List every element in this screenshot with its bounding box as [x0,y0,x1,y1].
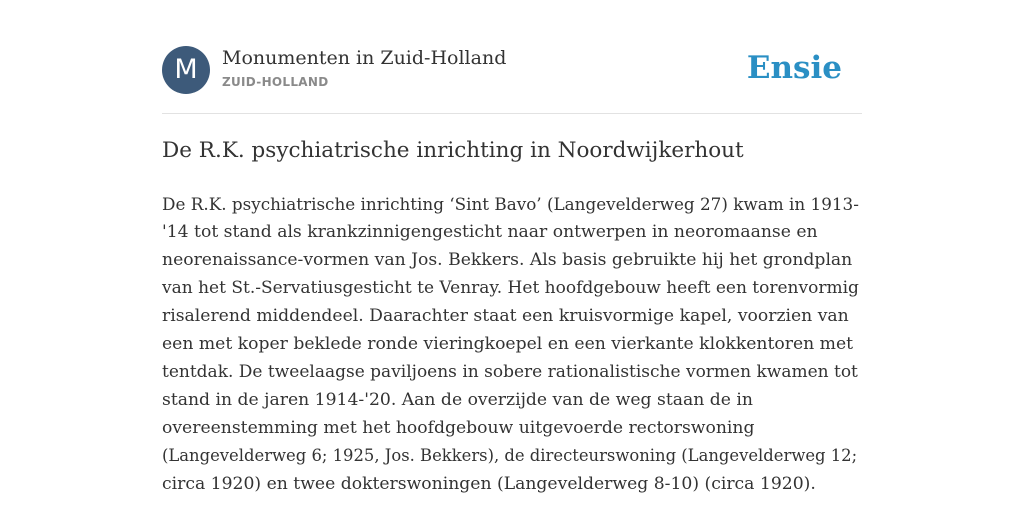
body-line: risalerend middendeel. Daarachter staat een kruisvormige kapel, voorzien van [162,306,849,326]
body-line: (Langevelderweg 6; 1925, Jos. Bekkers), de directeurswoning (Langevelderweg 12; [162,446,858,465]
article-title: De R.K. psychiatrische inrichting in Noordwijkerhout [162,138,744,163]
body-line: '14 tot stand als krankzinnigengesticht naar ontwerpen in neoromaanse en [162,222,818,242]
body-line: neorenaissance-vormen van Jos. Bekkers. Als basis gebruikte hij het grondplan [162,250,853,270]
definition-card [162,0,862,512]
card-header [162,46,862,96]
body-line: tentdak. De tweelaagse paviljoens in sobere rationalistische vormen kwamen tot [162,362,858,382]
source-title[interactable]: Monumenten in Zuid-Holland [222,47,507,69]
source-subtitle[interactable]: ZUID-HOLLAND [222,75,329,89]
body-line: circa 1920) en twee dokterswoningen (Langevelderweg 8-10) (circa 1920). [162,474,816,494]
header-divider [162,113,862,114]
body-line: overeenstemming met het hoofdgebouw uitgevoerde rectorswoning [162,418,755,438]
body-line: van het St.-Servatiusgesticht te Venray. Het hoofdgebouw heeft een torenvormig [162,278,859,298]
body-line: een met koper beklede ronde vieringkoepel en een vierkante klokkentoren met [162,334,854,354]
body-line: De R.K. psychiatrische inrichting ‘Sint Bavo’ (Langevelderweg 27) kwam in 1913- [162,194,859,214]
article-body [162,190,862,498]
body-line: stand in de jaren 1914-'20. Aan de overzijde van de weg staan de in [162,390,753,410]
ensie-logo[interactable]: Ensie [746,50,842,86]
source-avatar[interactable]: M [162,46,210,94]
